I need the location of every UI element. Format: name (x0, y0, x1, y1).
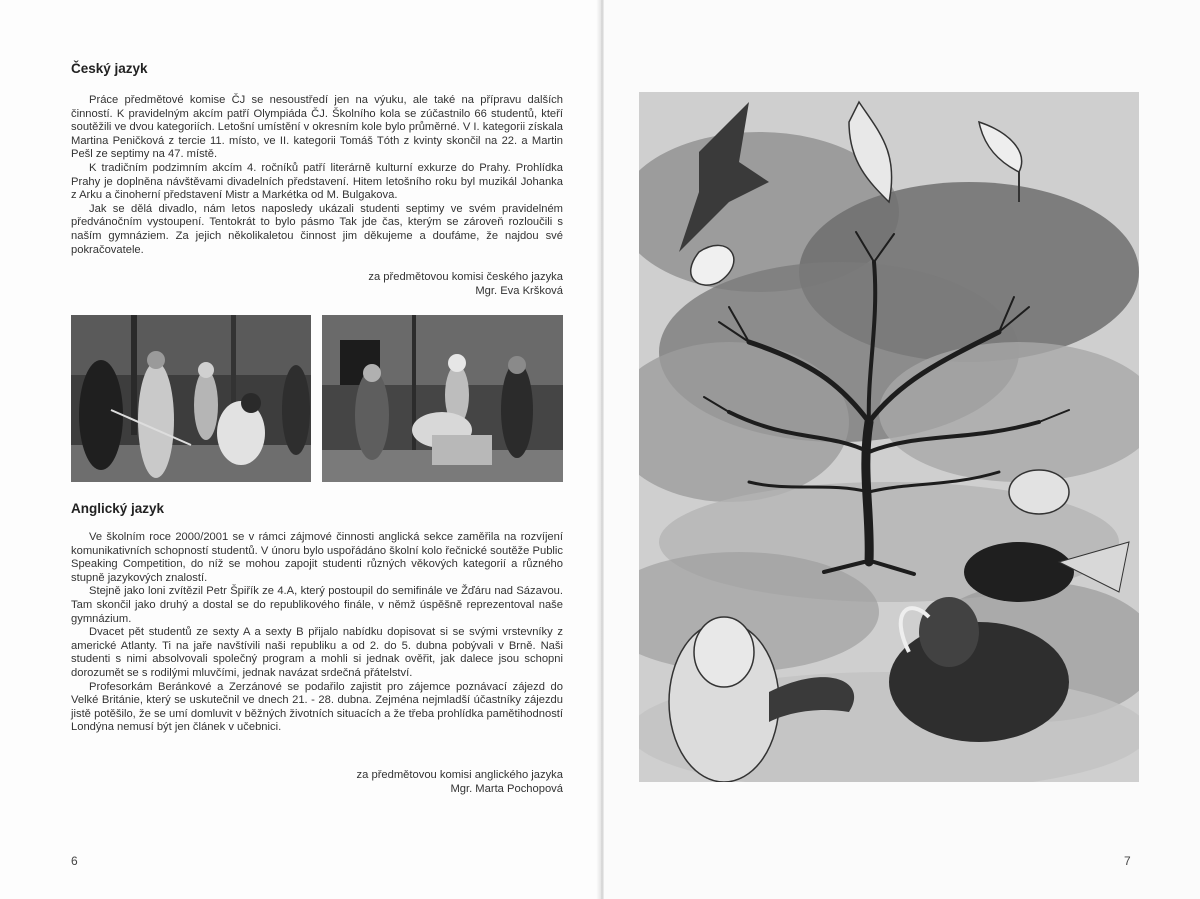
page-number-right: 7 (1124, 854, 1131, 868)
page-number-left: 6 (71, 854, 78, 868)
english-paragraph-1: Ve školním roce 2000/2001 se v rámci zájmové činnosti anglická sekce zaměřila na rozvíjení komunikativních schopností studentů. V únoru bylo uspořádáno školní kolo řečnické soutěže Public Speaking Competition, do níž se mohou zapojit studenti různých věkových kategorií a různého stupně jazykových znalostí. (71, 531, 563, 584)
english-signature-name: Mgr. Marta Pochopová (450, 783, 563, 795)
heading-czech-language: Český jazyk (71, 61, 148, 76)
czech-signature (300, 270, 563, 298)
czech-signature-committee: za předmětovou komisi českého jazyka (368, 271, 563, 283)
english-paragraph-2: Stejně jako loni zvítězil Petr Špiřík ze 4.A, který postoupil do semifinále ve Žďáru nad Sázavou. Tam skončil jako druhý a dostal se do republikového finále, v němž úspěšně reprezentoval naše gymnázium. (71, 585, 563, 625)
czech-paragraph-3: Jak se dělá divadlo, nám letos naposledy ukázali studenti septimy ve svém pravidelném předvánočním vystoupení. Tentokrát to bylo pásmo Tak jde čas, kterým se zároveň rozloučili s naším gymnáziem. Za jejich několikaletou činnost jim děkujeme a doufáme, že najdou své pokračovatele. (71, 202, 563, 256)
english-signature (300, 768, 563, 796)
english-signature-committee: za předmětovou komisi anglického jazyka (356, 769, 563, 781)
czech-paragraph-2: K tradičním podzimním akcím 4. ročníků patří literárně kulturní exkurze do Prahy. Prohlídka Prahy je doplněna návštěvami divadelních představení. Hitem letošního roku byl muzikál Johanka z Arku a činoherní představení Mistr a Markétka od M. Bulgakova. (71, 161, 563, 202)
czech-section-text (71, 94, 563, 257)
english-paragraph-3: Dvacet pět studentů ze sexty A a sexty B přijalo nabídku dopisovat si se svými vrstevníky z americké Atlanty. Ti na jaře navštívili naši republiku a od 2. do 5. dubna pobývali v Brně. Naši studenti s nimi absolvovali společný program a mohli si jednak ověřit, jak dalece jsou schopni dorozumět se s rodilými mluvčími, jednak navázat srdečná přátelství. (71, 626, 563, 679)
heading-english-language: Anglický jazyk (71, 501, 165, 516)
english-section-text (71, 531, 563, 735)
theater-photo-1 (71, 315, 311, 482)
bird-tree-illustration (639, 92, 1139, 782)
czech-paragraph-1: Práce předmětové komise ČJ se nesoustředí jen na výuku, ale také na přípravu dalších činností. K pravidelným akcím patří Olympiáda ČJ. Školního kola se zúčastnilo 66 studentů, kteří soutěžili ve dvou kategoriích. Letošní umístění v okresním kole bylo průměrné. V I. kategorii získala Martina Peničková z tercie 11. místo, ve II. kategorii Tomáš Tóth z kvinty skončil na 22. a Martin Pešl ze septimy na 47. místě. (71, 94, 563, 161)
czech-signature-name: Mgr. Eva Kršková (475, 285, 563, 297)
english-paragraph-4: Profesorkám Beránkové a Zerzánové se podařilo zajistit pro zájemce poznávací zájezd do Velké Británie, který se uskutečnil ve dnech 21. - 28. dubna. Zejména nejmladší účastníky zájezdu jistě potěšilo, že se umí domluvit v běžných životních situacích a že třeba prohlídka pamětihodností Londýna nemusí být jen článek v učebnici. (71, 680, 563, 734)
theater-photo-2 (322, 315, 563, 482)
